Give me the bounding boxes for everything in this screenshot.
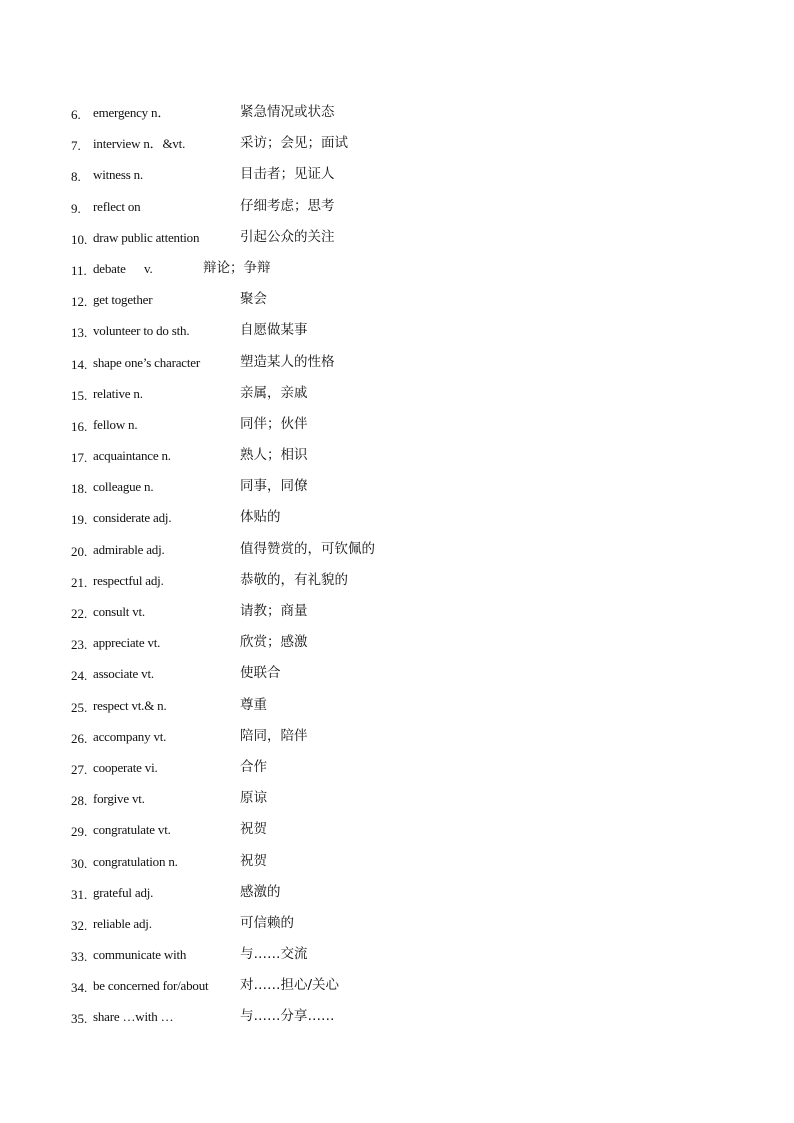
english-term: respect vt.& n. [93, 697, 167, 713]
chinese-meaning: 塑造某人的性格 [240, 353, 335, 370]
item-number: 19. [71, 512, 88, 528]
english-term: reflect on [93, 198, 141, 214]
chinese-meaning: 与……分享…… [240, 1008, 335, 1025]
item-number: 17. [71, 450, 88, 466]
english-term: admirable adj. [93, 541, 165, 557]
list-item [0, 159, 794, 190]
list-item [0, 783, 794, 814]
list-item [0, 970, 794, 1001]
english-term: get together [93, 292, 153, 308]
english-term: interview n．&vt. [93, 136, 186, 152]
list-item [0, 378, 794, 409]
chinese-meaning: 与……交流 [240, 946, 308, 963]
chinese-meaning: 尊重 [240, 696, 267, 713]
item-number: 11. [71, 262, 87, 278]
list-item [0, 128, 794, 159]
list-item [0, 596, 794, 627]
list-item [0, 721, 794, 752]
item-number: 12. [71, 294, 88, 310]
item-number: 21. [71, 574, 88, 590]
list-item [0, 814, 794, 845]
english-term: consult vt. [93, 604, 145, 619]
chinese-meaning: 使联合 [240, 665, 281, 682]
list-item [0, 877, 794, 908]
item-number: 20. [71, 543, 88, 559]
item-number: 33. [71, 949, 88, 965]
list-item [0, 284, 794, 315]
vocabulary-list [0, 97, 794, 1033]
chinese-meaning: 体贴的 [240, 509, 281, 526]
item-number: 16. [71, 418, 88, 434]
list-item [0, 409, 794, 440]
item-number: 13. [71, 325, 88, 341]
chinese-meaning: 合作 [240, 758, 267, 775]
item-number: 26. [71, 730, 88, 746]
english-term: draw public attention [93, 229, 200, 245]
list-item [0, 97, 794, 128]
list-item [0, 627, 794, 658]
english-term: be concerned for/about [93, 978, 209, 994]
chinese-meaning: 可信赖的 [240, 914, 294, 931]
chinese-meaning: 紧急情况或状态 [240, 104, 335, 120]
chinese-meaning: 同伴；伙伴 [240, 415, 308, 432]
list-item [0, 440, 794, 471]
list-item [0, 253, 794, 284]
item-number: 15. [71, 387, 88, 403]
chinese-meaning: 陪同，陪伴 [240, 727, 308, 744]
item-number: 27. [71, 761, 88, 777]
english-term: reliable adj. [93, 915, 152, 931]
list-item [0, 846, 794, 877]
chinese-meaning: 引起公众的关注 [240, 228, 335, 245]
chinese-meaning: 辩论；争辩 [203, 259, 271, 276]
item-number: 6. [71, 107, 81, 122]
list-item [0, 347, 794, 378]
chinese-meaning: 值得赞赏的，可钦佩的 [240, 540, 375, 557]
item-number: 18. [71, 481, 88, 497]
item-number: 31. [71, 886, 88, 902]
english-term: cooperate vi. [93, 759, 158, 775]
chinese-meaning: 聚会 [240, 291, 267, 308]
list-item [0, 752, 794, 783]
chinese-meaning: 感激的 [240, 883, 281, 900]
english-term: acquaintance n. [93, 448, 171, 464]
item-number: 29. [71, 824, 88, 840]
item-number: 14. [71, 356, 88, 372]
list-item [0, 658, 794, 689]
english-term: accompany vt. [93, 728, 167, 744]
list-item [0, 471, 794, 502]
list-item [0, 565, 794, 596]
english-term: communicate with [93, 947, 187, 963]
chinese-meaning: 欣赏；感激 [240, 634, 308, 651]
list-item [0, 908, 794, 939]
item-number: 28. [71, 793, 88, 809]
list-item [0, 222, 794, 253]
item-number: 7. [71, 138, 81, 154]
item-number: 30. [71, 855, 88, 871]
chinese-meaning: 请教；商量 [240, 603, 308, 619]
chinese-meaning: 自愿做某事 [240, 322, 308, 339]
english-term: relative n. [93, 385, 143, 401]
list-item [0, 534, 794, 565]
chinese-meaning: 恭敬的，有礼貌的 [240, 571, 348, 588]
english-term: appreciate vt. [93, 635, 161, 651]
english-term: grateful adj. [93, 884, 154, 900]
english-term: debate v. [93, 260, 153, 276]
chinese-meaning: 目击者；见证人 [240, 166, 335, 183]
item-number: 9. [71, 200, 81, 216]
item-number: 24. [71, 668, 88, 684]
list-item [0, 690, 794, 721]
english-term: fellow n. [93, 416, 138, 432]
chinese-meaning: 亲属，亲戚 [240, 384, 308, 401]
list-item [0, 939, 794, 970]
english-term: congratulate vt. [93, 822, 171, 838]
chinese-meaning: 同事，同僚 [240, 478, 308, 495]
english-term: witness n. [93, 167, 144, 183]
list-item [0, 1001, 794, 1032]
chinese-meaning: 祝贺 [240, 852, 267, 869]
item-number: 23. [71, 637, 88, 653]
chinese-meaning: 祝贺 [240, 821, 267, 838]
chinese-meaning: 原谅 [240, 790, 267, 807]
chinese-meaning: 对……担心/关心 [240, 977, 340, 994]
english-term: volunteer to do sth. [93, 323, 190, 339]
item-number: 35. [71, 1011, 88, 1027]
english-term: share …with … [93, 1009, 174, 1025]
list-item [0, 502, 794, 533]
english-term: colleague n. [93, 479, 154, 495]
english-term: considerate adj. [93, 510, 172, 526]
chinese-meaning: 采访；会见；面试 [240, 135, 348, 152]
item-number: 32. [71, 917, 88, 933]
english-term: respectful adj. [93, 572, 164, 588]
list-item [0, 191, 794, 222]
item-number: 10. [71, 231, 88, 247]
english-term: associate vt. [93, 666, 154, 682]
english-term: congratulation n. [93, 853, 178, 869]
list-item [0, 315, 794, 346]
english-term: emergency n． [93, 105, 171, 120]
chinese-meaning: 仔细考虑；思考 [240, 197, 335, 214]
item-number: 22. [71, 606, 88, 621]
chinese-meaning: 熟人；相识 [240, 447, 308, 464]
english-term: forgive vt. [93, 791, 145, 807]
item-number: 34. [71, 980, 88, 996]
item-number: 25. [71, 699, 88, 715]
english-term: shape one’s character [93, 354, 200, 370]
item-number: 8. [71, 169, 81, 185]
